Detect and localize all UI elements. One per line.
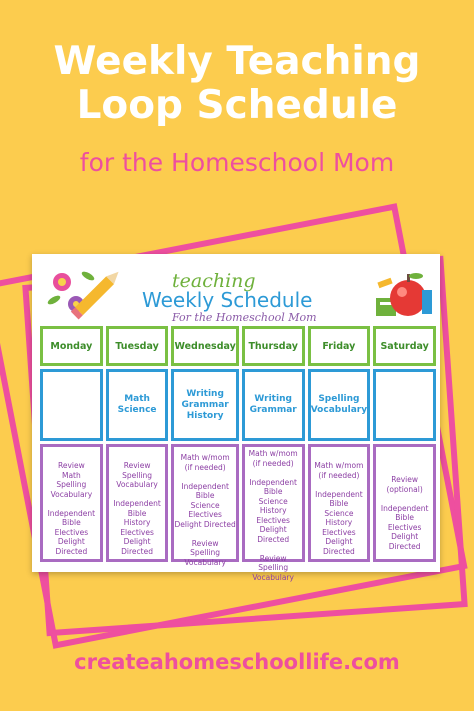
day-friday: Friday bbox=[308, 326, 371, 366]
day-saturday: Saturday bbox=[373, 326, 436, 366]
title-line-1: Weekly Teaching bbox=[53, 39, 421, 84]
schedule-header bbox=[32, 254, 440, 324]
subjects-saturday bbox=[373, 369, 436, 441]
day-tuesday: Tuesday bbox=[106, 326, 169, 366]
apple-books-icon bbox=[372, 264, 436, 322]
header-script-word: teaching bbox=[172, 270, 256, 292]
activities-monday: Review Math Spelling Vocabulary Independent Bible Electives Delight Directed bbox=[40, 444, 103, 562]
day-wednesday: Wednesday bbox=[171, 326, 238, 366]
activities-wednesday: Math w/mom (if needed) Independent Bible Science Electives Delight Directed Review Spelling Vocabulary bbox=[171, 444, 238, 562]
activities-saturday: Review (optional) Independent Bible Electives Delight Directed bbox=[373, 444, 436, 562]
header-title: Weekly Schedule bbox=[142, 288, 313, 312]
site-url: createahomeschoollife.com bbox=[74, 650, 400, 674]
header-subtitle: For the Homeschool Mom bbox=[172, 311, 317, 324]
subjects-friday: Spelling Vocabulary bbox=[308, 369, 371, 441]
schedule-grid bbox=[40, 326, 436, 582]
day-monday: Monday bbox=[40, 326, 103, 366]
page-title bbox=[0, 40, 474, 128]
activities-tuesday: Review Spelling Vocabulary Independent Bible History Electives Delight Directed bbox=[106, 444, 169, 562]
subjects-wednesday: Writing Grammar History bbox=[171, 369, 238, 441]
day-thursday: Thursday bbox=[242, 326, 305, 366]
pencil-flower-icon bbox=[42, 260, 132, 322]
schedule-card bbox=[32, 254, 440, 582]
page-subtitle: for the Homeschool Mom bbox=[79, 148, 395, 177]
subjects-thursday: Writing Grammar bbox=[242, 369, 305, 441]
subjects-monday bbox=[40, 369, 103, 441]
subjects-tuesday: Math Science bbox=[106, 369, 169, 441]
activities-thursday: Math w/mom (if needed) Independent Bible Science History Electives Delight Directed Review Spelling Vocabulary bbox=[242, 444, 305, 562]
title-line-2: Loop Schedule bbox=[76, 83, 398, 128]
activities-friday: Math w/mom (if needed) Independent Bible Science History Electives Delight Directed bbox=[308, 444, 371, 562]
